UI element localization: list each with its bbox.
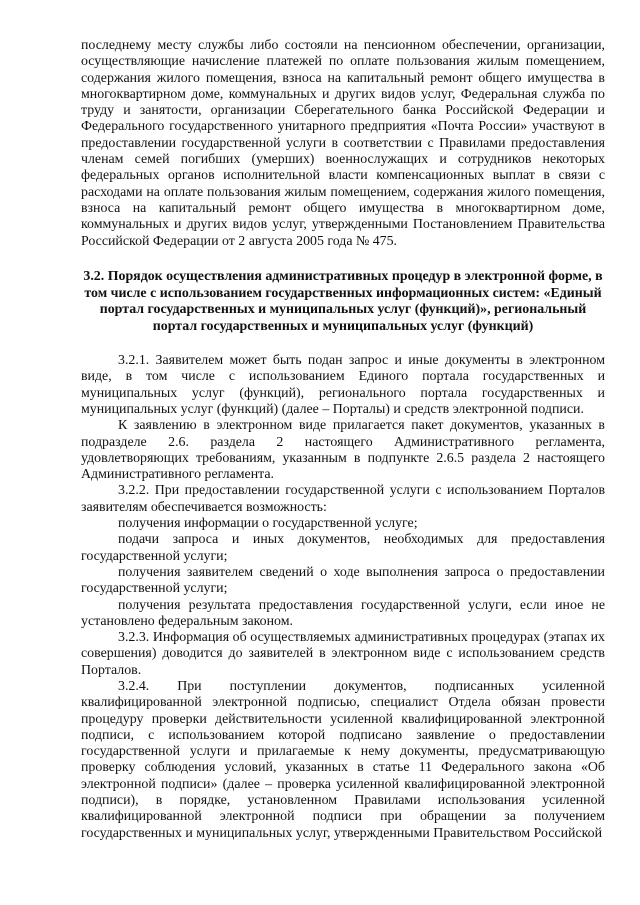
paragraph-3-2-4: 3.2.4. При поступлении документов, подписанных усиленной квалифицированной электронной подписью, специалист Отдела обязан провести процедуру проверки действительности усиленной квалифицированной электронной подписи, с использованием которой подписано заявление о предоставлении государственной услуги и прилагаемые к нему документы, предусматривающую проверку соблюдения условий, указанных в статье 11 Федерального закона «Об электронной подписи» (далее – проверка усиленной квалифицированной электронной подписи), в порядке, установленном Правилами использования усиленной квалифицированной электронной подписи при обращении за получением государственных и муниципальных услуг, утвержденными Правительством Российской (81, 678, 605, 841)
list-item-submit: подачи запроса и иных документов, необходимых для предоставления государственной услуги; (81, 532, 605, 564)
section-heading: 3.2. Порядок осуществления административных процедур в электронной форме, в том числе с использованием государственных информационных систем: «Единый портал государственных и муниципальных услуг (функций)», региональный портал государственных и муниципальных услуг (функций) (83, 268, 603, 335)
paragraph-3-2-1: 3.2.1. Заявителем может быть подан запрос и иные документы в электронном виде, в том числе с использованием Единого портала государственных и муниципальных услуг (функций), регионального портала государственных и муниципальных услуг (функций) (далее – Порталы) и средств электронной подписи. (81, 353, 605, 417)
intro-paragraph: последнему месту службы либо состояли на пенсионном обеспечении, организации, осуществляющие начисление платежей по оплате пользования жилым помещением, содержания жилого помещения, взноса на капитальный ремонт общего имущества в многоквартирном доме, коммунальных и других видов услуг, Федеральная служба по труду и занятости, организации Сберегательного банка Российской Федерации и Федерального государственного унитарного предприятия «Почта России» участвуют в предоставлении государственной услуги в соответствии с Правилами предоставления членам семей погибших (умерших) военнослужащих и сотрудников некоторых федеральных органов исполнительной власти компенсационных выплат в связи с расходами на оплате пользования жилым помещением, содержания жилого помещения, взноса на капитальный ремонт общего имущества в многоквартирном доме, коммунальных и других видов услуг, утвержденными Постановлением Правительства Российской Федерации от 2 августа 2005 года № 475. (81, 38, 605, 249)
paragraph-3-2-2: 3.2.2. При предоставлении государственной услуги с использованием Порталов заявителям обеспечивается возможность: (81, 483, 605, 515)
list-item-result: получения результата предоставления государственной услуги, если иное не установлено федеральным законом. (81, 597, 605, 629)
list-item-status: получения заявителем сведений о ходе выполнения запроса о предоставлении государственной услуги; (81, 564, 605, 597)
paragraph-3-2-3: 3.2.3. Информация об осуществляемых административных процедурах (этапах их совершения) доводится до заявителей в электронном виде с использованием средств Порталов. (81, 630, 605, 678)
list-item-info: получения информации о государственной услуге; (118, 516, 418, 532)
paragraph-attachments: К заявлению в электронном виде прилагается пакет документов, указанных в подразделе 2.6. раздела 2 настоящего Административного регламента, удовлетворяющих требованиям, указанным в подпункте 2.6.5 раздела 2 настоящего Административного регламента. (81, 418, 605, 483)
document-page (81, 38, 605, 842)
